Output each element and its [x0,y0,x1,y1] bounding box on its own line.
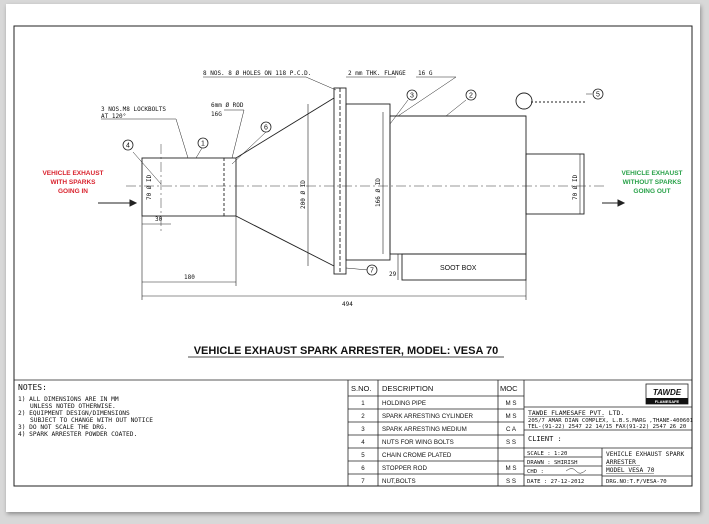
engineering-drawing [6,4,700,512]
bom-row-1-sno: 1 [361,400,365,407]
outlet-line-2: WITHOUT SPARKS [622,179,682,186]
drawing-title: VEHICLE EXHAUST SPARK ARRESTER, MODEL: VESA 70 [193,345,499,357]
tb-title-1: VEHICLE EXHAUST SPARK [606,451,685,458]
holes-callout: 8 NOS. 8 Ø HOLES ON 118 P.C.D. [203,70,312,77]
centre-lines [126,144,606,234]
dim-70-left: 70 Ø ID [146,174,153,200]
inlet-line-2: WITH SPARKS [50,179,96,186]
dimension-lines [142,104,580,300]
note-line-6: 4) SPARK ARRESTER POWDER COATED. [18,431,138,438]
lockbolts-callout-1: 3 NOS.M8 LOCKBOLTS [101,106,167,113]
bom-header-sno: S.NO. [351,384,372,393]
company-address: 205/7 AMAR DIAN COMPLEX, L.B.S.MARG ,THANE-400601 [528,418,694,424]
bom-row-1-moc: M S [505,400,517,407]
bom-row-2-desc: SPARK ARRESTING CYLINDER [382,413,473,420]
bom-row-7-sno: 7 [361,478,365,485]
dim-70-right: 70 Ø ID [572,174,579,200]
balloon-1-label: 1 [201,140,205,148]
bom-row-6-moc: M S [505,465,517,472]
company-logo [646,384,688,404]
holding-pipe [142,158,236,216]
bom-row-3-desc: SPARK ARRESTING MEDIUM [382,426,467,433]
rod-callout: 6mm Ø ROD [211,102,244,109]
bom-row-6-sno: 6 [361,465,365,472]
tb-title-2: ARRESTER [606,459,636,466]
logo-bottom: FLAMESAFE [654,399,680,404]
gauge-callout: 16 G [418,70,433,77]
outlet-line-3: GOING OUT [633,188,671,195]
checker-signature [566,469,586,474]
leader-lines [101,77,592,270]
bom-row-1-desc: HOLDING PIPE [382,400,427,407]
bom-row-4-moc: S S [506,439,516,446]
tb-chd: CHD : [527,469,544,475]
notes-heading: NOTES: [18,383,47,392]
bom-row-3-moc: C A [506,426,516,433]
lockbolts-callout-2: AT 120° [101,113,127,120]
bom-row-7-desc: NUT,BOLTS [382,478,416,485]
bom-row-3-sno: 3 [361,426,365,433]
tb-date: DATE : 27-12-2012 [527,479,585,485]
note-line-5: 3) DO NOT SCALE THE DRG. [18,424,108,431]
note-line-4: SUBJECT TO CHANGE WITH OUT NOTICE [30,417,153,424]
balloon-5-label: 5 [596,91,600,99]
bom-row-6-desc: STOPPER ROD [382,465,427,472]
bom-header-moc: MOC [500,384,518,393]
company-name: TAWDE FLAMESAFE PVT. LTD. [528,409,625,417]
tb-scale: SCALE : 1:20 [527,451,568,457]
inlet-label [42,170,103,195]
dim-30: 30 [155,216,163,223]
balloon-2-label: 2 [469,92,473,100]
flow-arrows [98,200,624,206]
note-line-2: UNLESS NOTED OTHERWISE. [30,403,116,410]
note-line-3: 2) EQUIPMENT DESIGN/DIMENSIONS [18,410,130,417]
arresting-medium [346,104,390,260]
dim-180: 180 [184,274,195,281]
rod-gauge-callout: 16G [211,111,222,118]
dim-29: 29 [389,271,397,278]
bom-row-5-desc: CHAIN CROME PLATED [382,452,452,459]
balloon-circles [123,89,603,275]
dim-166: 166 Ø ID [375,178,382,207]
dim-200: 200 Ø ID [300,180,307,209]
note-line-1: 1) ALL DIMENSIONS ARE IN MM [18,396,119,403]
bom-row-5-sno: 5 [361,452,365,459]
tb-title-3: MODEL VESA 70 [606,467,655,474]
flange-callout: 2 mm THK. FLANGE [348,70,406,77]
outlet-line-1: VEHICLE EXHAUST [621,170,683,177]
bom-row-2-moc: M S [505,413,517,420]
bom-row-4-sno: 4 [361,439,365,446]
balloon-4-label: 4 [126,142,130,150]
balloon-3-label: 3 [410,92,414,100]
client-label: CLIENT : [528,435,562,443]
balloon-6-label: 6 [264,124,268,132]
dim-494: 494 [342,301,353,308]
inlet-cone-top [236,98,334,158]
bom-row-4-desc: NUTS FOR WING BOLTS [382,439,454,446]
arrester-assembly [142,88,586,280]
inlet-line-1: VEHICLE EXHAUST [42,170,104,177]
bom-rows [361,400,517,485]
drawing-sheet [6,4,700,512]
inlet-cone-bottom [236,216,334,266]
tb-dwg-no: DRG.NO:T.F/VESA-70 [606,479,667,485]
soot-box-label: SOOT BOX [440,265,477,272]
tb-drawn: DRAWN : SHIRISH [527,460,578,466]
balloon-7-label: 7 [370,267,374,275]
spark-arresting-cylinder [390,116,526,254]
bom-header-desc: DESCRIPTION [382,384,434,393]
outlet-label [621,170,682,195]
logo-top: TAWDE [652,388,682,397]
bom-row-7-moc: S S [506,478,516,485]
bom-row-2-sno: 2 [361,413,365,420]
inlet-line-3: GOING IN [58,188,88,195]
handle-ring [516,93,532,109]
company-contact: TEL-(91-22) 2547 22 14/15 FAX(91-22) 2547 26 20 [528,424,687,430]
